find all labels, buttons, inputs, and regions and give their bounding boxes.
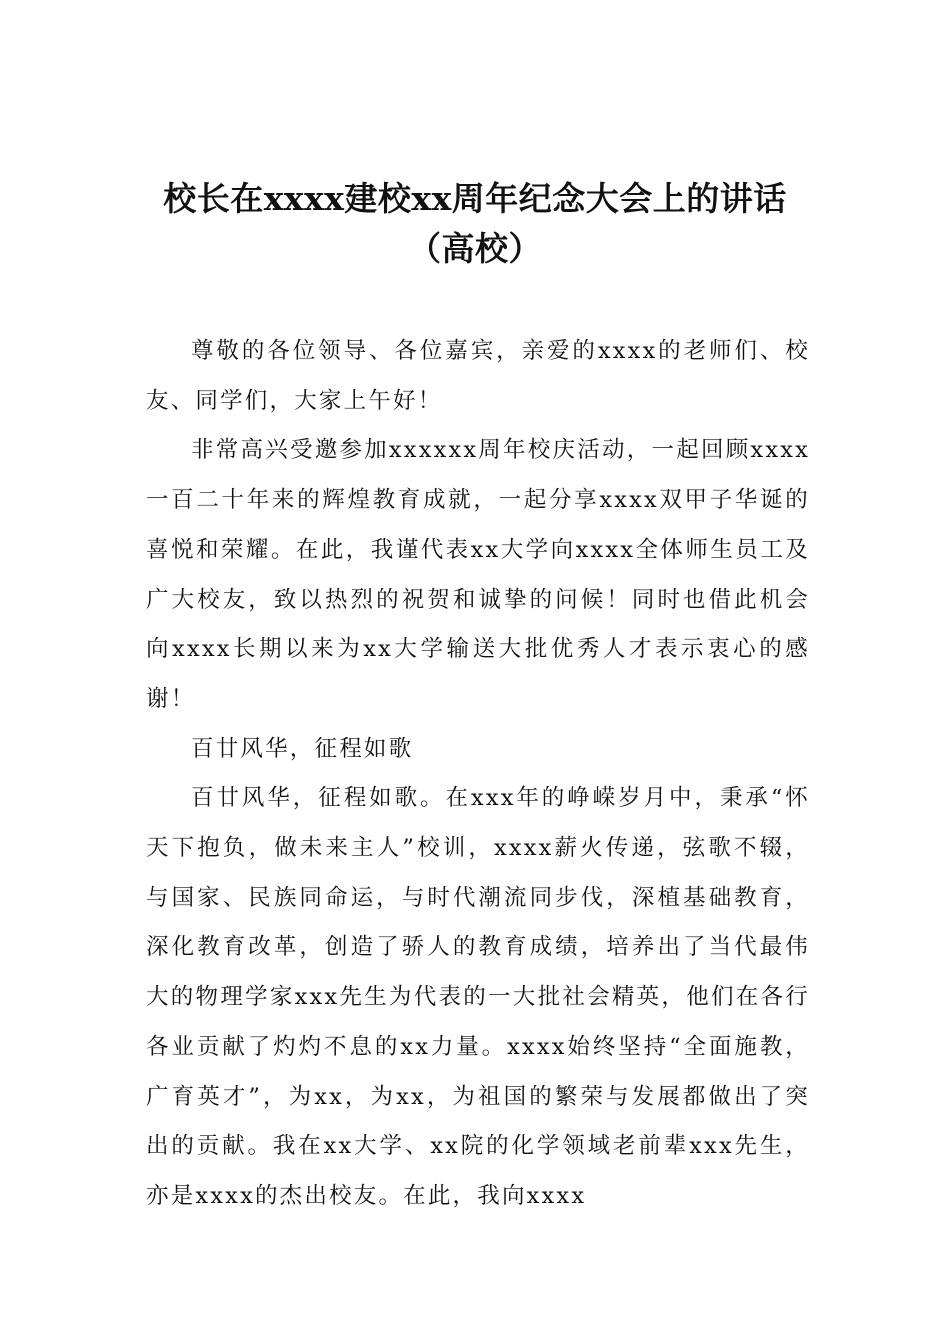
document-body xyxy=(146,327,810,1222)
document-subtitle: （高校） xyxy=(408,229,542,268)
section-heading: 百廿风华，征程如歌 xyxy=(191,735,414,762)
document-title: 校长在xxxx建校xx周年纪念大会上的讲话 xyxy=(163,179,787,218)
paragraph-opening: 非常高兴受邀参加xxxxxx周年校庆活动，一起回顾xxxx一百二十年来的辉煌教育成就，一起分享xxxx双甲子华诞的喜悦和荣耀。在此，我谨代表xx大学向xxxx全体师生员工及广大校友，致以热烈的祝贺和诚挚的问候！同时也借此机会向xxxx长期以来为xx大学输送大批优秀人才表示衷心的感谢！ xyxy=(146,437,810,712)
paragraph-history: 百廿风华，征程如歌。在xxx年的峥嵘岁月中，秉承“怀天下抱负，做未来主人”校训，xxxx薪火传递，弦歌不辍，与国家、民族同命运，与时代潮流同步伐，深植基础教育，深化教育改革，创造了骄人的教育成绩，培养出了当代最伟大的物理学家xxx先生为代表的一大批社会精英，他们在各行各业贡献了灼灼不息的xx力量。xxxx始终坚持“全面施教，广育英才”，为xx，为xx，为祖国的繁荣与发展都做出了突出的贡献。我在xx大学、xx院的化学领域老前辈xxx先生，亦是xxxx的杰出校友。在此，我向xxxx xyxy=(146,785,810,1209)
paragraph-greeting: 尊敬的各位领导、各位嘉宾，亲爱的xxxx的老师们、校友、同学们，大家上午好！ xyxy=(146,338,810,414)
